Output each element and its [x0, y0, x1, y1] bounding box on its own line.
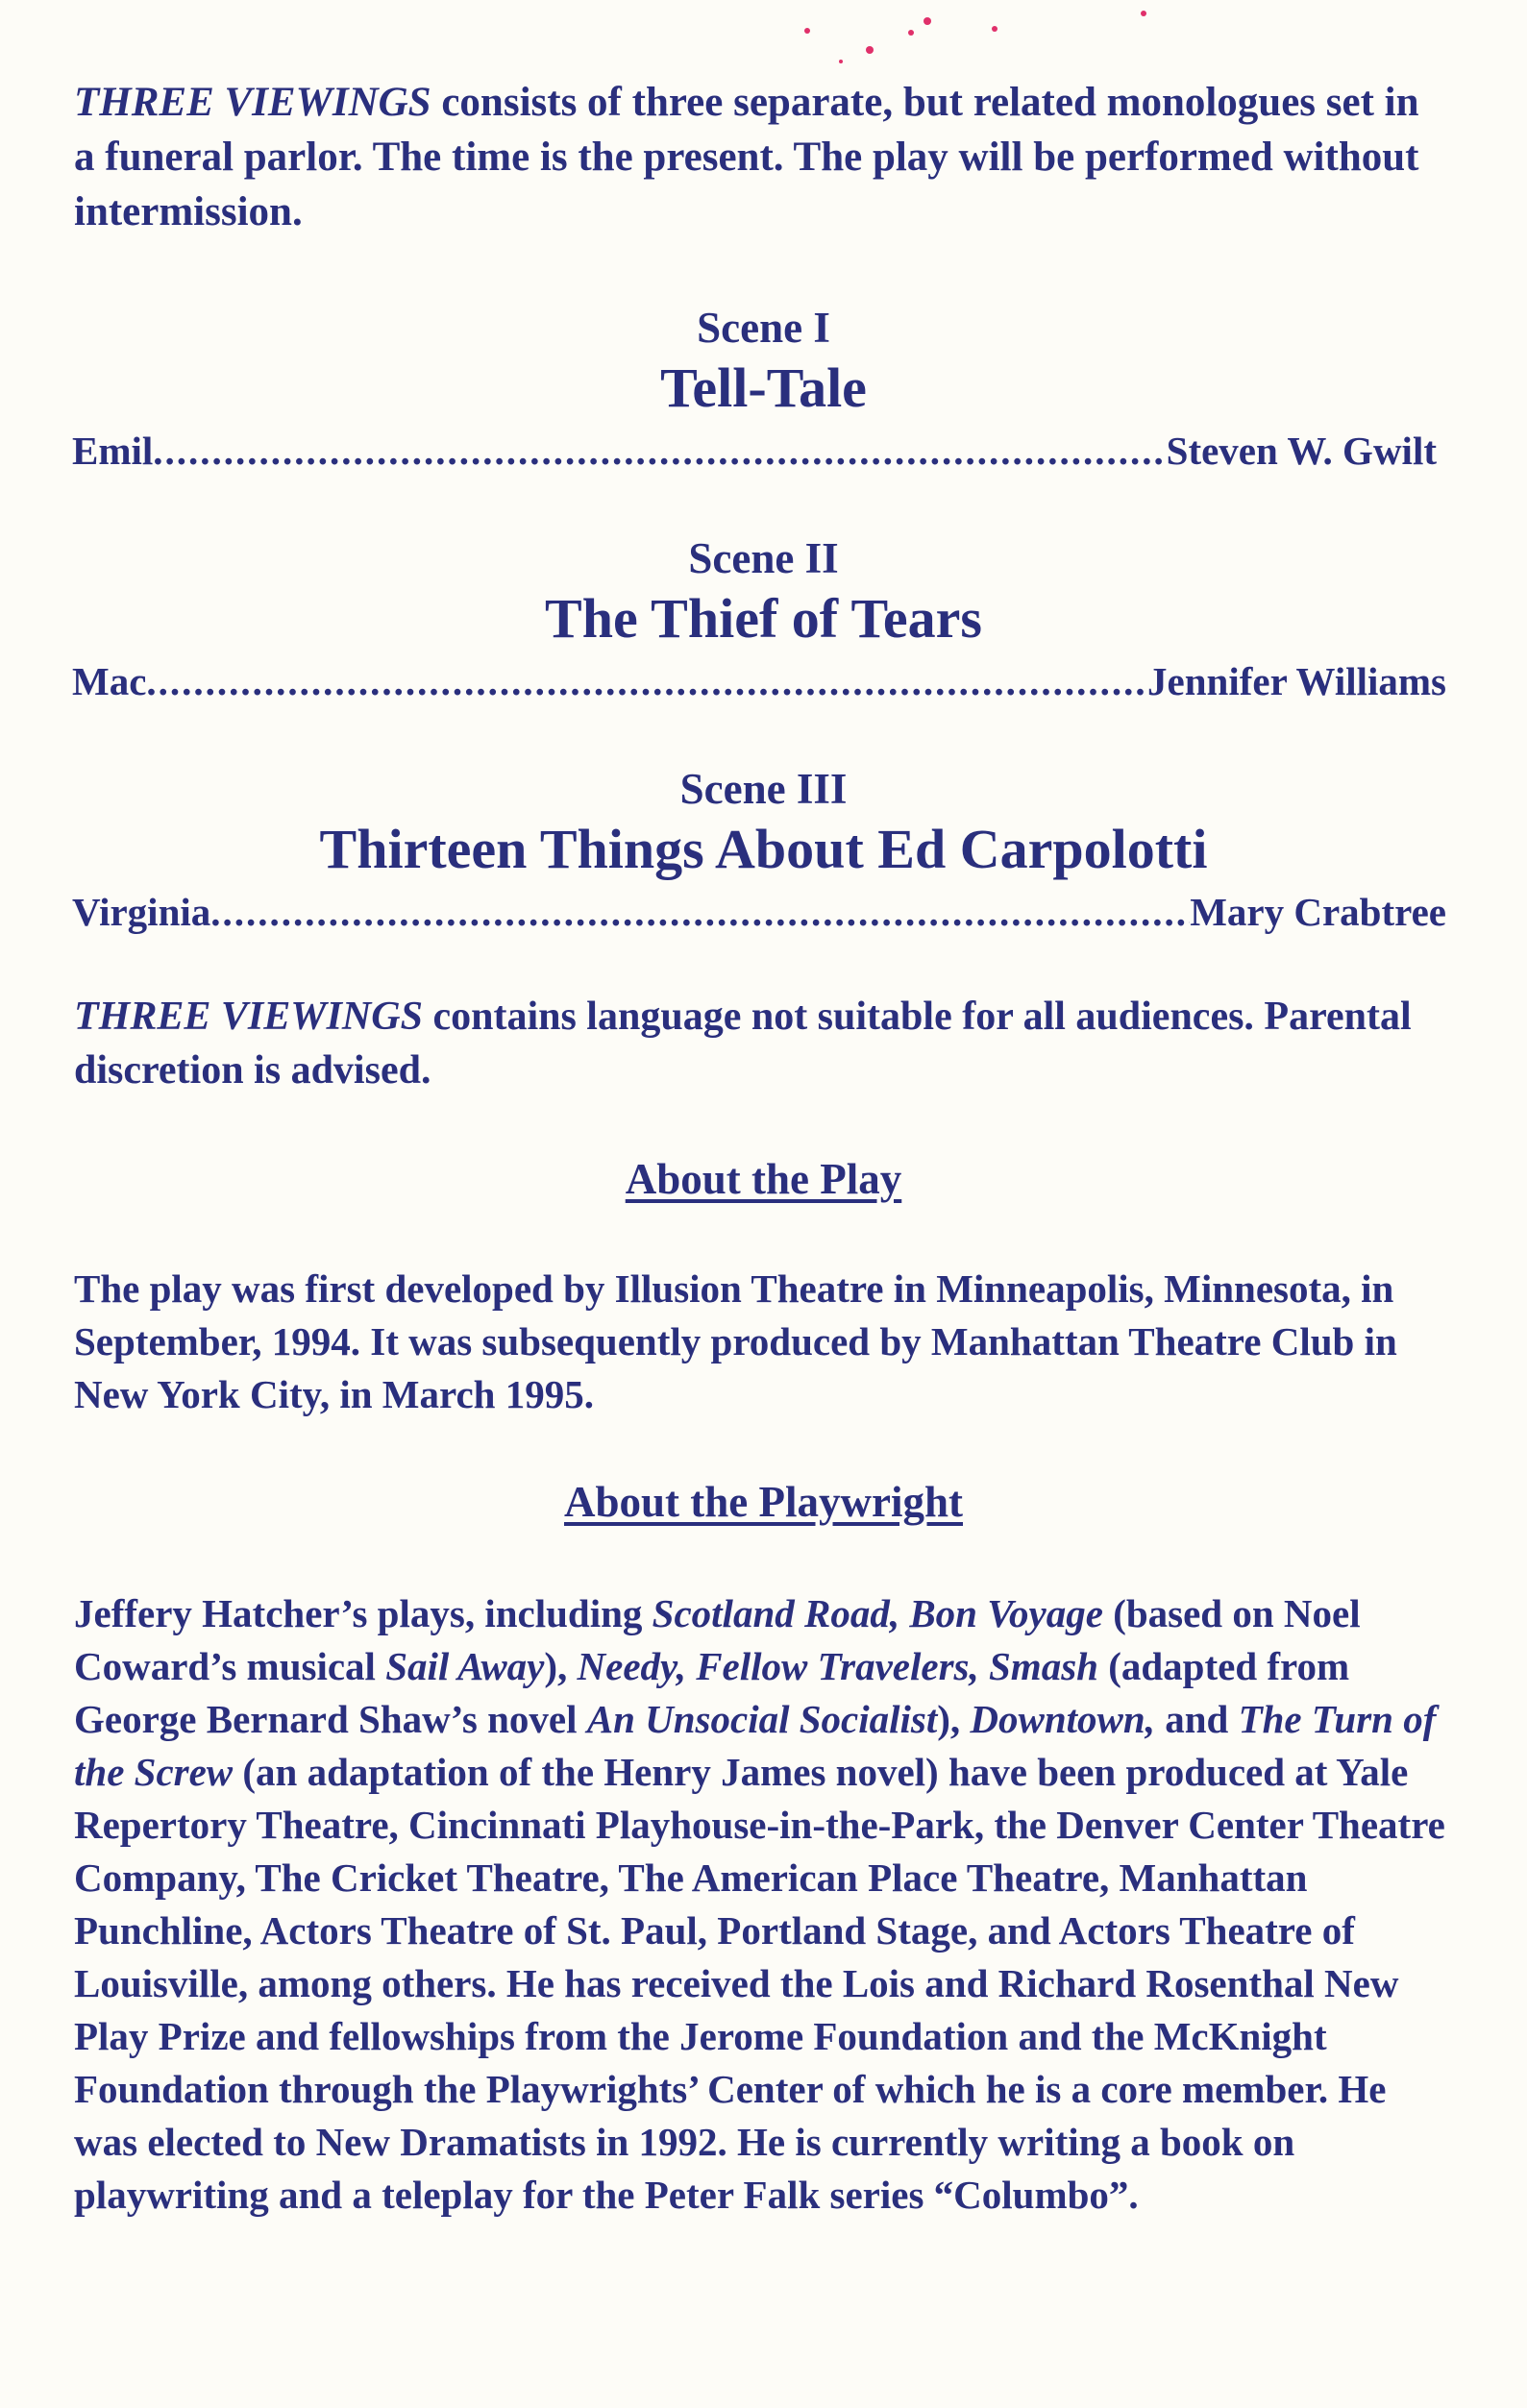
leader-dots	[153, 427, 1166, 475]
scene-1-cast-line	[72, 427, 1437, 475]
scene-2-cast-line	[72, 657, 1446, 705]
intro-text: consists of three separate, but related monologues set in a funeral parlor. The time is the present. The play will be performed without intermission.	[74, 80, 1419, 234]
scene-3-character: Virginia	[72, 890, 211, 934]
scene-2-actor: Jennifer Williams	[1147, 659, 1446, 703]
bio-text: (an adaptation of the Henry James novel) have been produced at Yale Repertory Theatre, Cincinnati Playhouse-in-the-Park, the Denver Center Theatre Company, The Cricket Theatre, The American Place Theatre, Manhattan Punchline, Actors Theatre of St. Paul, Portland Stage, and Actors Theatre of Louisville, among others. He has received the Lois and Richard Rosenthal New Play Prize and fellowships from the Jerome Foundation and the McKnight Foundation through the Playwrights’ Center of which he is a core member. He was elected to New Dramatists in 1992. He is currently writing a book on playwriting and a teleplay for the Peter Falk series “Columbo”.	[74, 1750, 1445, 2217]
bio-play-title: An Unsocial Socialist	[586, 1697, 938, 1741]
playwright-bio	[74, 1587, 1458, 2222]
leader-dots	[146, 657, 1147, 705]
about-play-text: The play was first developed by Illusion Theatre in Minneapolis, Minnesota, in September, 1994. It was subsequently produced by Manhattan Theatre Club in New York City, in March 1995.	[74, 1266, 1397, 1416]
warning-text: contains language not suitable for all audiences. Parental discretion is advised.	[74, 995, 1412, 1093]
bio-text: ),	[937, 1697, 971, 1741]
intro-title: THREE VIEWINGS	[74, 80, 431, 125]
bio-text: Jeffery Hatcher’s plays, including	[74, 1591, 653, 1635]
about-playwright-heading: About the Playwright	[564, 1478, 963, 1526]
bio-play-title: The Turn of the Screw	[74, 1697, 1437, 1794]
scene-3-actor: Mary Crabtree	[1190, 890, 1446, 934]
scene-3-label: Scene III	[679, 765, 848, 813]
warning-title: THREE VIEWINGS	[74, 995, 423, 1039]
scene-1-title: Tell-Tale	[660, 356, 867, 419]
scene-3-title: Thirteen Things About Ed Carpolotti	[319, 818, 1208, 880]
bio-text: ),	[544, 1644, 578, 1688]
intro-paragraph	[74, 75, 1439, 239]
bio-play-title: Sail Away	[385, 1644, 545, 1688]
scene-1-label: Scene I	[697, 304, 830, 352]
scene-2-title: The Thief of Tears	[545, 587, 982, 650]
scene-1-actor: Steven W. Gwilt	[1166, 429, 1437, 473]
scene-2-label: Scene II	[688, 534, 839, 582]
leader-dots	[210, 888, 1190, 936]
scene-1-character: Emil	[72, 429, 154, 473]
bio-text: (based on Noel Coward’s musical	[74, 1591, 1361, 1688]
bio-play-title: Scotland Road, Bon Voyage	[652, 1591, 1103, 1635]
scene-3-cast-line	[72, 888, 1446, 936]
about-play-heading: About the Play	[625, 1155, 902, 1203]
bio-text: (adapted from George Bernard Shaw’s novel	[74, 1644, 1350, 1741]
bio-text: and	[1154, 1697, 1239, 1741]
bio-play-title: Downtown,	[970, 1697, 1155, 1741]
bio-play-title: Needy, Fellow Travelers, Smash	[577, 1644, 1098, 1688]
scene-2-character: Mac	[72, 659, 147, 703]
audience-warning	[74, 990, 1439, 1097]
